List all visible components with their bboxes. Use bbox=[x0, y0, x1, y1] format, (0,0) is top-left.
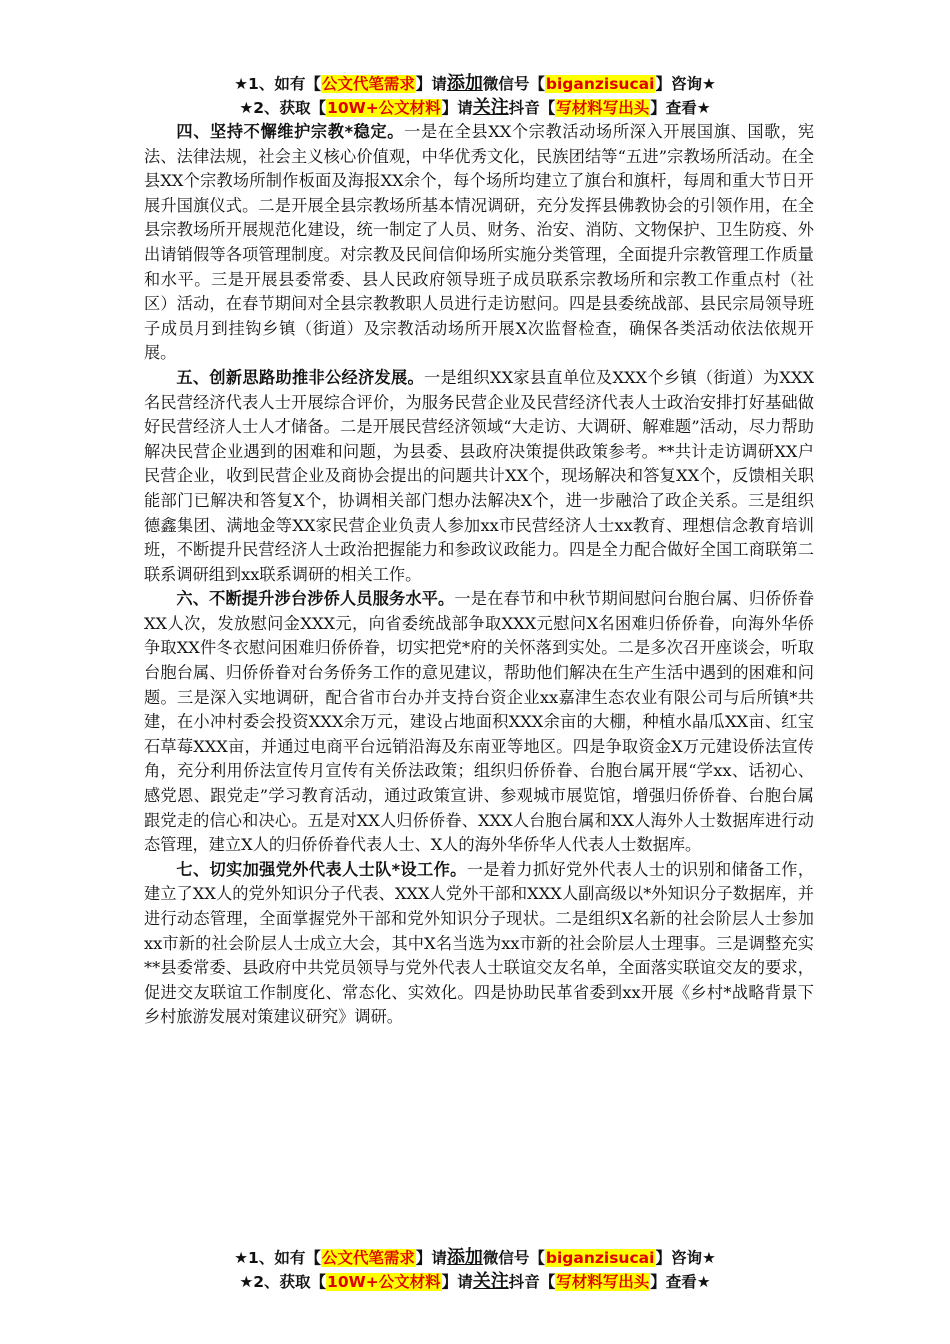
document-body bbox=[144, 120, 814, 1030]
paragraph-text: 一是着力抓好党外代表人士的识别和储备工作，建立了XX人的党外知识分子代表、XXX人党外干部和XXX人副高级以*外知识分子数据库，并进行动态管理，全面掌握党外干部和党外知识分子现状。二是组织X名新的社会阶层人士参加xx市新的社会阶层人士成立大会，其中X名当选为xx市新的社会阶层人士理事。三是调整充实**县委常委、县政府中共党员领导与党外代表人士联谊交友名单，全面落实联谊交友的要求，促进交友联谊工作制度化、常态化、实效化。四是协助民革省委到xx开展《乡村*战略背景下乡村旅游发展对策建议研究》调研。 bbox=[144, 859, 815, 1027]
add-link[interactable]: 添加 bbox=[446, 1247, 483, 1268]
highlight-douyin-id: 写材料写出头 bbox=[556, 99, 650, 117]
banner-line-2 bbox=[0, 96, 950, 120]
banner-text: 】请 bbox=[415, 1249, 447, 1267]
paragraph-text: 一是组织XX家县直单位及XXX个乡镇（街道）为XXX名民营经济代表人士开展综合评价，为服务民营企业及民营经济代表人士政治安排打好基础做好民营经济人士人才储备。二是开展民营经济领域“大走访、大调研、解难题”活动，尽力帮助解决民营企业遇到的困难和问题，为县委、县政府决策提供政策参考。**共计走访调研XX户民营企业，收到民营企业及商协会提出的问题共计XX个，现场解决和答复XX个，反馈相关职能部门已解决和答复X个，协调相关部门想办法解决X个，进一步融洽了政企关系。三是组织德鑫集团、满地金等XX家民营企业负责人参加xx市民营经济人士xx教育、理想信念教育培训班，不断提升民营经济人士政治把握能力和参政议政能力。四是全力配合做好全国工商联第二联系调研组到xx联系调研的相关工作。 bbox=[144, 367, 814, 584]
paragraph-text: 一是在全县XX个宗教活动场所深入开展国旗、国歌，宪法、法律法规，社会主义核心价值观，中华优秀文化，民族团结等“五进”宗教场所活动。在全县XX个宗教场所制作板面及海报XX余个，每个场所均建立了旗台和旗杆，每周和重大节日开展升国旗仪式。二是开展全县宗教场所基本情况调研，充分发挥县佛教协会的引领作用，在全县宗教场所开展规范化建设，统一制定了人员、财务、治安、消防、文物保护、卫生防疫、外出请销假等各项管理制度。对宗教及民间信仰场所实施分类管理，全面提升宗教管理工作质量和水平。三是开展县委常委、县人民政府领导班子成员联系宗教场所和宗教工作重点村（社区）活动，在春节期间对全县宗教教职人员进行走访慰问。四是县委统战部、县民宗局领导班子成员月到挂钩乡镇（街道）及宗教活动场所开展X次监督检查，确保各类活动依法依规开展。 bbox=[144, 122, 815, 363]
paragraph-private-economy bbox=[144, 366, 814, 587]
banner-text: ★2、获取【 bbox=[239, 1273, 327, 1291]
top-banner bbox=[0, 72, 950, 120]
banner-text: 】查看★ bbox=[650, 1273, 711, 1291]
highlight-wechat-id: biganzisucai bbox=[545, 1249, 655, 1267]
paragraph-religion bbox=[144, 120, 814, 366]
paragraph-heading: 七、切实加强党外代表人士队*设工作。 bbox=[176, 859, 467, 879]
banner-text: 微信号【 bbox=[482, 1249, 545, 1267]
banner-text: ★1、如有【 bbox=[234, 1249, 321, 1267]
banner-text: 】请 bbox=[441, 99, 473, 117]
highlight-douyin-id: 写材料写出头 bbox=[556, 1273, 650, 1291]
paragraph-non-party-team bbox=[144, 858, 814, 1030]
follow-link[interactable]: 关注 bbox=[472, 1271, 509, 1292]
paragraph-taiwan-overseas bbox=[144, 587, 814, 858]
bottom-banner bbox=[0, 1246, 950, 1294]
banner-text: 抖音【 bbox=[508, 1273, 556, 1291]
highlight-materials: 10W+公文材料 bbox=[327, 1273, 441, 1291]
highlight-service: 公文代笔需求 bbox=[321, 75, 415, 93]
paragraph-heading: 四、坚持不懈维护宗教*稳定。 bbox=[176, 122, 405, 141]
follow-link[interactable]: 关注 bbox=[472, 97, 509, 118]
banner-text: 】请 bbox=[441, 1273, 473, 1291]
banner-line-2 bbox=[0, 1270, 950, 1294]
highlight-wechat-id: biganzisucai bbox=[545, 75, 655, 93]
highlight-materials: 10W+公文材料 bbox=[327, 99, 441, 117]
banner-text: 】咨询★ bbox=[655, 75, 716, 93]
paragraph-text: 一是在春节和中秋节期间慰问台胞台属、归侨侨眷XX人次，发放慰问金XXX元，向省委统战部争取XXX元慰问X名困难归侨侨眷，向海外华侨争取XX件冬衣慰问困难归侨侨眷，切实把党*府的关怀落到实处。二是多次召开座谈会，听取台胞台属、归侨侨眷对台务侨务工作的意见建议，帮助他们解决在生产生活中遇到的困难和问题。三是深入实地调研，配合省市台办并支持台资企业xx嘉津生态农业有限公司与后所镇*共建，在小冲村委会投资XXX余万元，建设占地面积XXX余亩的大棚，种植水晶瓜XX亩、红宝石草莓XXX亩，并通过电商平台远销沿海及东南亚等地区。四是争取资金X万元建设侨法宣传角，充分利用侨法宣传月宣传有关侨法政策；组织归侨侨眷、台胞台属开展“学xx、话初心、感党恩、跟党走”学习教育活动，通过政策宣讲、参观城市展览馆，增强归侨侨眷、台胞台属跟党走的信心和决心。五是对XX人归侨侨眷、XXX人台胞台属和XX人海外人士数据库进行动态管理，建立X人的归侨侨眷代表人士、X人的海外华侨华人代表人士数据库。 bbox=[144, 589, 815, 855]
banner-text: 微信号【 bbox=[482, 75, 545, 93]
banner-text: ★2、获取【 bbox=[239, 99, 327, 117]
banner-text: ★1、如有【 bbox=[234, 75, 321, 93]
banner-text: 】查看★ bbox=[650, 99, 711, 117]
banner-text: 】咨询★ bbox=[655, 1249, 716, 1267]
paragraph-heading: 六、不断提升涉台涉侨人员服务水平。 bbox=[176, 589, 455, 609]
highlight-service: 公文代笔需求 bbox=[321, 1249, 415, 1267]
banner-text: 抖音【 bbox=[508, 99, 556, 117]
banner-line-1 bbox=[0, 72, 950, 96]
banner-line-1 bbox=[0, 1246, 950, 1270]
paragraph-heading: 五、创新思路助推非公经济发展。 bbox=[176, 367, 425, 387]
add-link[interactable]: 添加 bbox=[446, 73, 483, 94]
banner-text: 】请 bbox=[415, 75, 447, 93]
